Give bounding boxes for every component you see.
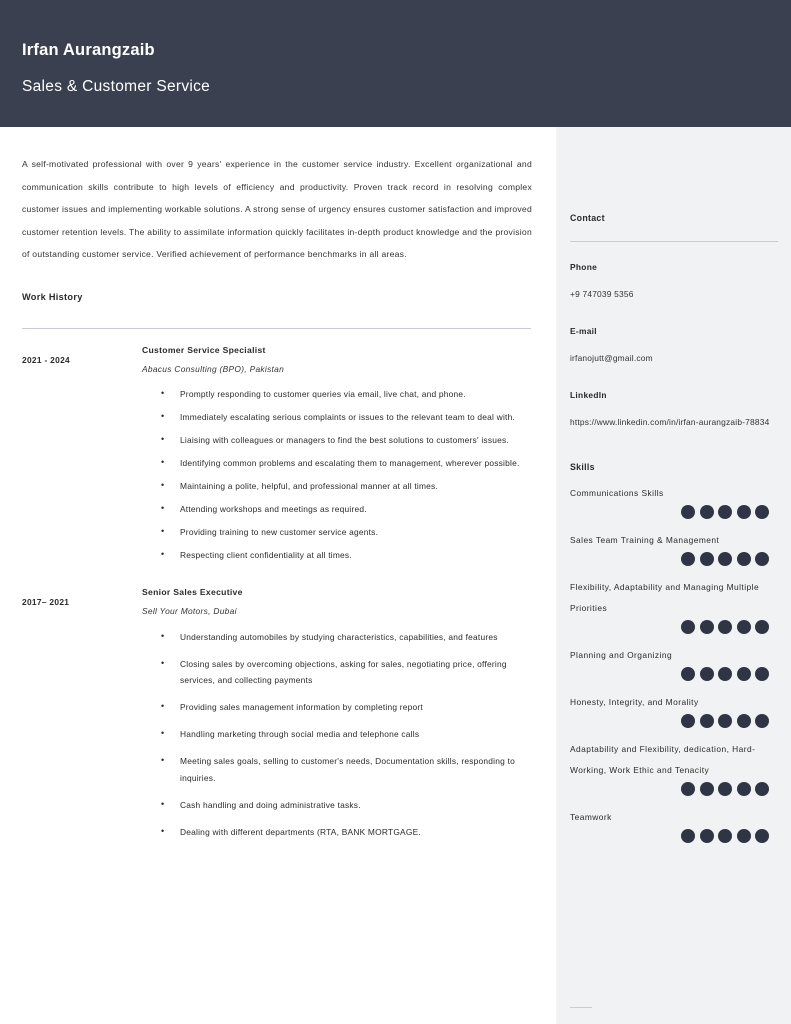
contact-value-phone: +9 747039 5356 (570, 289, 634, 299)
divider (570, 241, 778, 242)
job-company: Sell Your Motors, Dubai (142, 605, 237, 616)
list-item: • Dealing with different departments (RTA, BANK MORTGAGE. (178, 824, 532, 841)
skill-label: Honesty, Integrity, and Morality (570, 697, 699, 707)
skill-item (570, 692, 777, 728)
rating-dot (681, 505, 695, 519)
divider (570, 1007, 592, 1008)
job-responsibility-list (142, 387, 532, 564)
section-title-work-history: Work History (22, 291, 83, 302)
job-dates: 2017– 2021 (22, 596, 70, 607)
job-responsibility-list (142, 629, 532, 841)
skill-label: Planning and Organizing (570, 650, 673, 660)
list-item: • Providing sales management information by completing report (178, 699, 532, 716)
skills-section (570, 462, 777, 843)
professional-summary: A self-motivated professional with over 9 years' experience in the customer service industry. Excellent organizational and communication skills contribute to high levels of efficiency and productivity. Proven track record in resolving complex customer issues and implementing workable solutions. A strong sense of urgency ensures customer satisfaction and improved customer retention levels. The ability to assimilate information quickly facilitates in-depth product knowledge and the provision of outstanding customer service. Verified achievement of performance benchmarks in all areas. (22, 159, 532, 259)
rating-dot (718, 620, 732, 634)
list-item: • Closing sales by overcoming objections, asking for sales, negotiating price, offering services, and collecting payments (178, 656, 532, 689)
job-details (142, 341, 532, 571)
rating-dot (700, 505, 714, 519)
rating-dot (681, 552, 695, 566)
job-title: Senior Sales Executive (142, 586, 243, 597)
sidebar-section-title-skills: Skills (570, 462, 595, 472)
skill-label: Communications Skills (570, 488, 664, 498)
list-item: • Maintaining a polite, helpful, and professional manner at all times. (178, 479, 532, 495)
skill-item (570, 530, 777, 566)
contact-value-email[interactable]: irfanojutt@gmail.com (570, 353, 653, 363)
rating-dot (755, 782, 769, 796)
skill-rating (570, 782, 777, 796)
rating-dot (737, 620, 751, 634)
rating-dot (700, 714, 714, 728)
rating-dot (718, 505, 732, 519)
skill-rating (570, 829, 777, 843)
skill-label: Flexibility, Adaptability and Managing Multiple Priorities (570, 582, 760, 613)
skill-item (570, 483, 777, 519)
rating-dot (718, 667, 732, 681)
skill-rating (570, 505, 777, 519)
list-item: • Understanding automobiles by studying characteristics, capabilities, and features (178, 629, 532, 646)
rating-dot (755, 620, 769, 634)
list-item: • Cash handling and doing administrative tasks. (178, 797, 532, 814)
rating-dot (718, 714, 732, 728)
rating-dot (737, 667, 751, 681)
rating-dot (700, 667, 714, 681)
list-item: • Providing training to new customer service agents. (178, 525, 532, 541)
rating-dot (681, 620, 695, 634)
skill-item (570, 577, 777, 634)
work-history-entry (22, 583, 532, 851)
main-column (0, 127, 556, 851)
rating-dot (700, 782, 714, 796)
skill-rating (570, 620, 777, 634)
page-title: Irfan Aurangzaib (22, 41, 155, 59)
list-item: • Promptly responding to customer queries via email, live chat, and phone. (178, 387, 532, 403)
job-details (142, 583, 532, 851)
contact-label-linkedin: LinkedIn (570, 390, 607, 400)
rating-dot (737, 714, 751, 728)
rating-dot (700, 829, 714, 843)
rating-dot (755, 667, 769, 681)
rating-dot (681, 829, 695, 843)
contact-label-email: E-mail (570, 326, 597, 336)
rating-dot (755, 829, 769, 843)
rating-dot (718, 552, 732, 566)
contact-value-linkedin[interactable]: https://www.linkedin.com/in/irfan-aurangzaib-78834 (570, 417, 770, 427)
skill-item (570, 807, 777, 843)
sidebar (556, 127, 791, 1024)
list-item: • Respecting client confidentiality at all times. (178, 548, 532, 564)
skill-label: Sales Team Training & Management (570, 535, 720, 545)
contact-section (570, 127, 777, 434)
skill-item (570, 739, 777, 796)
list-item: • Meeting sales goals, selling to customer's needs, Documentation skills, responding to inquiries. (178, 753, 532, 786)
job-dates: 2021 - 2024 (22, 354, 71, 365)
job-title: Customer Service Specialist (142, 344, 266, 355)
rating-dot (681, 782, 695, 796)
job-company: Abacus Consulting (BPO), Pakistan (142, 363, 285, 374)
rating-dot (737, 782, 751, 796)
list-item: • Immediately escalating serious complaints or issues to the relevant team to deal with. (178, 410, 532, 426)
rating-dot (737, 552, 751, 566)
rating-dot (755, 505, 769, 519)
skill-rating (570, 552, 777, 566)
list-item: • Liaising with colleagues or managers to find the best solutions to customers' issues. (178, 433, 532, 449)
rating-dot (737, 829, 751, 843)
skill-label: Teamwork (570, 812, 612, 822)
rating-dot (700, 620, 714, 634)
rating-dot (737, 505, 751, 519)
skill-rating (570, 714, 777, 728)
list-item: • Handling marketing through social media and telephone calls (178, 726, 532, 743)
rating-dot (755, 552, 769, 566)
list-item: • Attending workshops and meetings as required. (178, 502, 532, 518)
skill-rating (570, 667, 777, 681)
contact-label-phone: Phone (570, 262, 598, 272)
rating-dot (700, 552, 714, 566)
rating-dot (681, 667, 695, 681)
work-history-entry (22, 341, 532, 571)
skill-item (570, 645, 777, 681)
resume-header (0, 0, 791, 127)
list-item: • Identifying common problems and escalating them to management, wherever possible. (178, 456, 532, 472)
skill-label: Adaptability and Flexibility, dedication, Hard-Working, Work Ethic and Tenacity (570, 744, 756, 775)
rating-dot (755, 714, 769, 728)
rating-dot (681, 714, 695, 728)
divider (22, 328, 531, 329)
rating-dot (718, 782, 732, 796)
header-subtitle: Sales & Customer Service (22, 78, 211, 95)
sidebar-section-title-contact: Contact (570, 213, 605, 223)
rating-dot (718, 829, 732, 843)
